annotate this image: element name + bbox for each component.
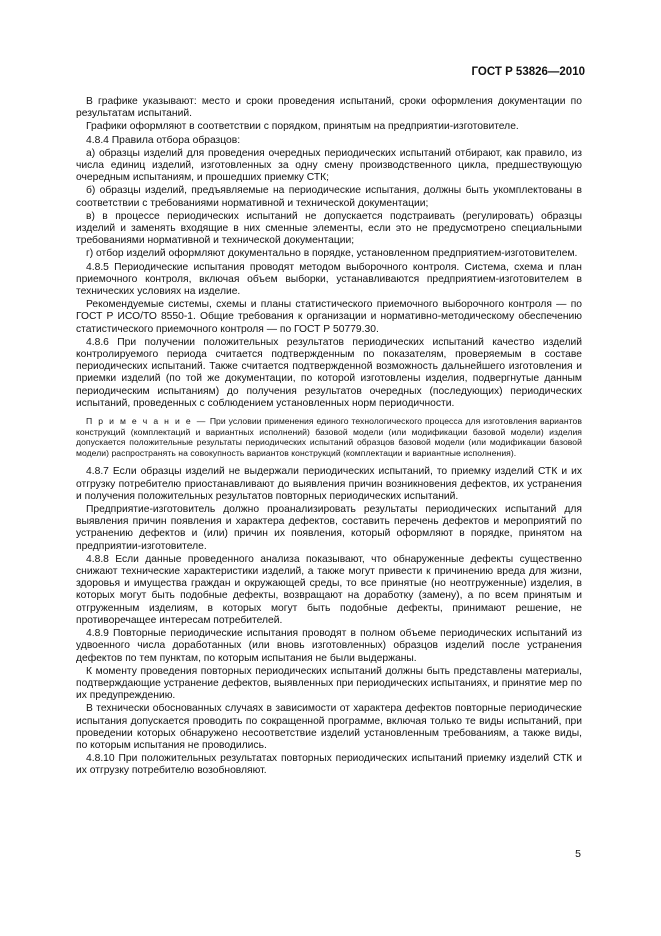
list-item: в) в процессе периодических испытаний не допускается подстраивать (регулировать) образцы изделий и заменять входящие в них сменные элементы, если это не предусмотрено специальными требованиями нормативной и технической документации;	[76, 210, 582, 247]
list-item: а) образцы изделий для проведения очередных периодических испытаний отбирают, как правило, из числа единиц изделий, изготовленных за одну смену производственного цикла, предшествующую очередным испытаниям, и прошедших приемку СТК;	[76, 147, 582, 184]
paragraph: 4.8.8 Если данные проведенного анализа показывают, что обнаруженные дефекты существенно снижают технические характеристики изделий, а также могут привести к причинению вреда для жизни, здоровья и имущества граждан и окружающей среды, то все принятые (но неотгруженные) изделия, в которых могут быть подобные дефекты, возвращают на доработку (замену), а по всем принятым и отгруженным изделиям, в которых могут быть подобные дефекты, принимают решение, не противоречащее интересам потребителей.	[76, 553, 582, 626]
clause-heading: 4.8.4 Правила отбора образцов:	[86, 134, 241, 146]
note-label: П р и м е ч а н и е —	[86, 416, 207, 427]
paragraph: Рекомендуемые системы, схемы и планы статистического приемочного выборочного контроля — по ГОСТ Р ИСО/ТО 8550-1. Общие требования к организации и нормативно-методическому обеспечению статистического приемочного контроля — по ГОСТ Р 50779.30.	[76, 299, 582, 335]
paragraph: Предприятие-изготовитель должно проанализировать результаты периодических испытаний для выявления причин появления и характера дефектов, составить перечень дефектов и мероприятий по устранению дефектов и (или) причин их появления, который оформляют в порядке, принятом на предприятии-изготовителе.	[76, 504, 582, 552]
note	[76, 416, 582, 458]
paragraph: 4.8.10 При положительных результатах повторных периодических испытаний приемку изделий СТК и их отгрузку потребителю возобновляют.	[76, 753, 582, 777]
paragraph: 4.8.9 Повторные периодические испытания проводят в полном объеме периодических испытаний из удвоенного числа доработанных (или вновь изготовленных) образцов изделий после устранения дефектов по тем пунктам, по которым испытания не были выдержаны.	[76, 628, 582, 664]
document-body	[76, 96, 582, 779]
list-item: г) отбор изделий оформляют документально в порядке, установленном предприятием-изготовителем.	[86, 248, 578, 260]
list-item: б) образцы изделий, предъявляемые на периодические испытания, должны быть укомплектованы в соответствии с требованиями нормативной и технической документации;	[76, 185, 582, 209]
paragraph: 4.8.5 Периодические испытания проводят методом выборочного контроля. Система, схема и план приемочного контроля, включая объем выборки, устанавливаются предприятием-изготовителем в технических условиях на изделие.	[76, 261, 582, 298]
paragraph: В графике указывают: место и сроки проведения испытаний, сроки оформления документации по результатам испытаний.	[76, 96, 582, 120]
paragraph: К моменту проведения повторных периодических испытаний должны быть представлены материалы, подтверждающие устранение дефектов, выявленных при периодических испытаниях, и принятие мер по их предупреждению.	[76, 665, 582, 702]
paragraph: В технически обоснованных случаях в зависимости от характера дефектов повторные периодические испытания допускается проводить по сокращенной программе, включая только те виды испытаний, при проведении которых обнаружено несоответствие изделий установленным требованиям, а также виды, по которым испытания не проводились.	[76, 703, 582, 751]
standard-header: ГОСТ Р 53826—2010	[471, 66, 585, 78]
paragraph: 4.8.6 При получении положительных результатов периодических испытаний качество изделий контролируемого периода считается подтвержденным по показателям, проверяемым в составе периодических испытаний. Также считается подтвержденной возможность дальнейшего изготовления и приемки изделий (по той же документации, по которой изготовлены изделия, подвергнутые данным периодическим испытаниям) до получения результатов очередных (последующих) периодических испытаний, проведенных с соблюдением установленных норм периодичности.	[76, 336, 582, 409]
paragraph: Графики оформляют в соответствии с порядком, принятым на предприятии-изготовителе.	[86, 121, 519, 133]
note-text: При условии применения единого технологического процесса для изготовления вариантов конструкций (комплектаций и вариантных исполнений) базовой модели (или модификации базовой модели) изделия допускается положительные результаты периодических испытаний образцов базовой модели (или модификации базовой модели) распространять на совокупность вариантов конструкций (комплектации и вариантные исполнения).	[76, 416, 582, 458]
page-number: 5	[575, 848, 581, 860]
paragraph: 4.8.7 Если образцы изделий не выдержали периодических испытаний, то приемку изделий СТК и их отгрузку потребителю приостанавливают до выявления причин возникновения дефектов, их устранения и получения положительных результатов повторных периодических испытаний.	[76, 466, 582, 502]
